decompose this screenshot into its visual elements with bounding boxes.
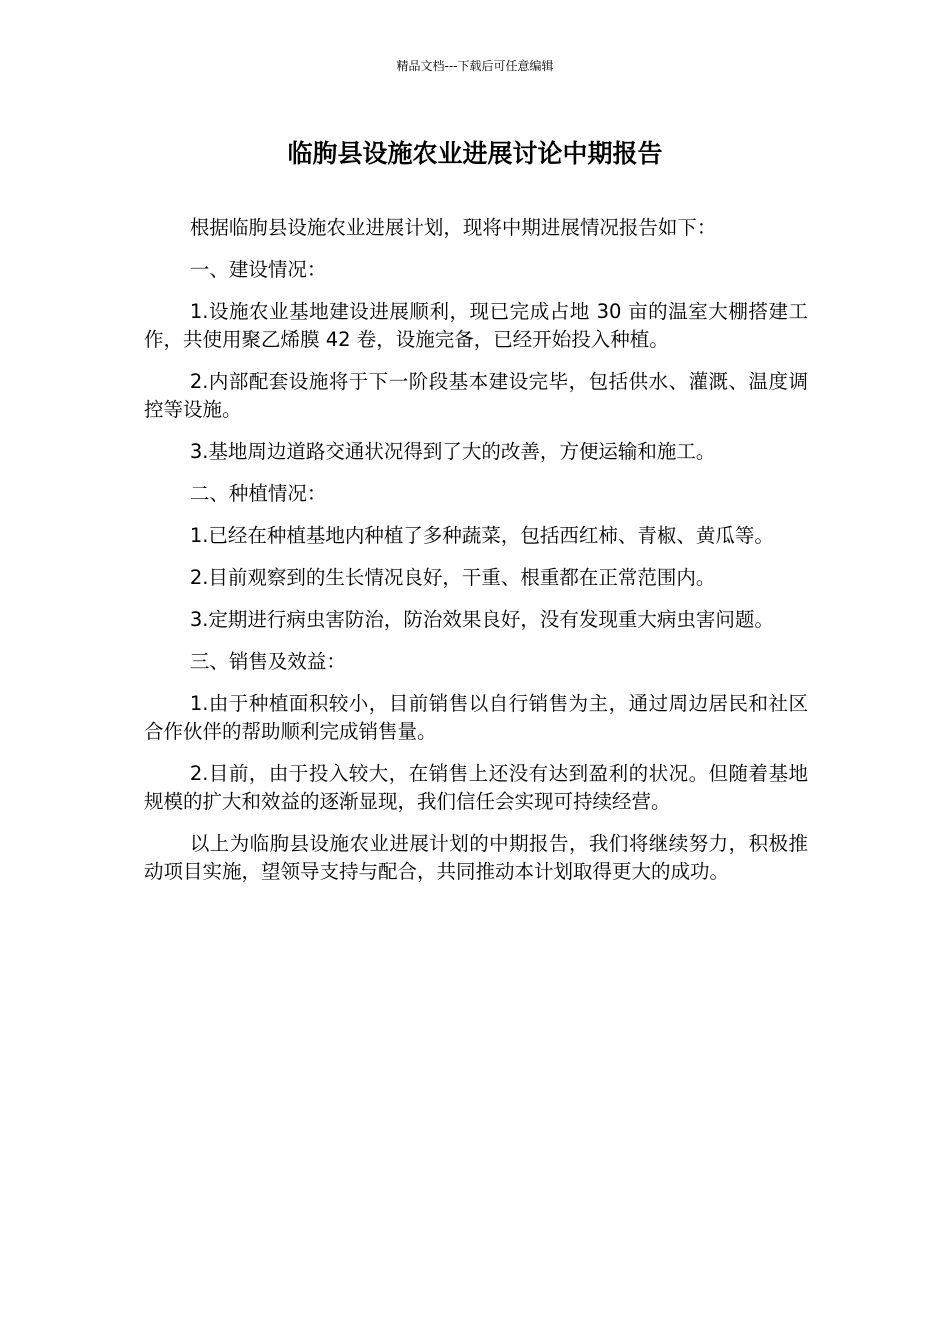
construction-item-2: 2.内部配套设施将于下一阶段基本建设完毕，包括供水、灌溉、温度调控等设施。 [144, 370, 808, 421]
construction-item-3: 3.基地周边道路交通状况得到了大的改善，方便运输和施工。 [189, 440, 716, 463]
planting-item-2: 2.目前观察到的生长情况良好，干重、根重都在正常范围内。 [189, 566, 716, 589]
section-heading-sales: 三、销售及效益： [189, 650, 346, 673]
closing-paragraph: 以上为临朐县设施农业进展计划的中期报告，我们将继续努力，积极推动项目实施，望领导支持与配合，共同推动本计划取得更大的成功。 [144, 832, 808, 883]
planting-item-3: 3.定期进行病虫害防治，防治效果良好，没有发现重大病虫害问题。 [189, 608, 774, 631]
header-note: 精品文档---下载后可任意编辑 [396, 59, 554, 73]
construction-item-1: 1.设施农业基地建设进展顺利，现已完成占地 30 亩的温室大棚搭建工作，共使用聚乙烯膜 42 卷，设施完备，已经开始投入种植。 [144, 300, 808, 351]
section-heading-construction: 一、建设情况： [189, 258, 327, 281]
planting-item-1: 1.已经在种植基地内种植了多种蔬菜，包括西红柿、青椒、黄瓜等。 [189, 524, 774, 547]
section-heading-planting: 二、种植情况： [189, 482, 327, 505]
document-title: 临朐县设施农业进展讨论中期报告 [287, 139, 663, 168]
intro-paragraph: 根据临朐县设施农业进展计划，现将中期进展情况报告如下： [189, 216, 717, 239]
document-body [144, 214, 808, 900]
sales-item-2: 2.目前，由于投入较大，在销售上还没有达到盈利的状况。但随着基地规模的扩大和效益的逐渐显现，我们信任会实现可持续经营。 [144, 762, 808, 813]
sales-item-1: 1.由于种植面积较小，目前销售以自行销售为主，通过周边居民和社区合作伙伴的帮助顺利完成销售量。 [144, 692, 808, 743]
